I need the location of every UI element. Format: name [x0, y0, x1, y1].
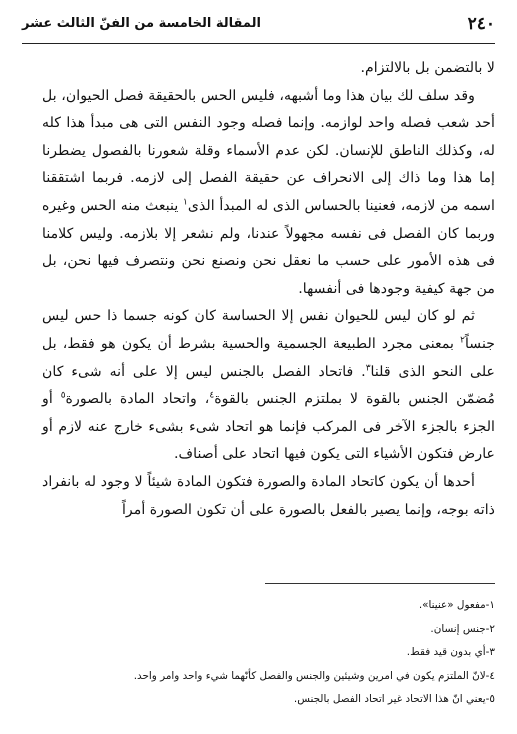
footnote-ref-1[interactable]: ١ [183, 197, 188, 208]
page-header [22, 12, 495, 40]
paragraph-3-part-d: ، واتحاد المادة بالصورة [65, 391, 210, 408]
page-number: ٢٤٠ [467, 14, 495, 34]
footnote-ref-3[interactable]: ٣ [365, 362, 371, 373]
paragraph-3-part-e: أو الجزء بالجزء الآخر فى المركب فإنما هو اتحاد شىء بشىء خارج عنه لازم أو عارض فتكون الأشياء التى يكون فيها اتحاد على أصناف. [42, 391, 495, 463]
footnote-4: ٤-لانّ الملتزم يكون في امرين وشيئين والجنس والفصل كأنّهما شيء واحد وامر واحد. [133, 669, 495, 682]
paragraph-3-part-c: . فاتحاد الفصل بالجنس ليس إلا على أنه شىء كان مُضمّن الجنس بالقوة لا بملتزم الجنس بالقوة [42, 363, 495, 408]
paragraph-2-part-a: وقد سلف لك بيان هذا وما أشبهه، فليس الحس بالحقيقة فصل الحيوان، بل أحد شعب فصله واحد لوازمه. وإنما فصله وجود النفس التى هى مبدأ هذا كله له، وكذلك الناطق للإنسان. لكن عدم الأسماء وقلة شعورنا بالفصول يضطرنا إما هذا وما ذاك إلى الانحراف عن حقيقة الفصل إلى لازمه. فربما اشتققنا اسمه من لازمه، فعنينا بالحساس الذى له المبدأ الذى [42, 87, 495, 214]
footnote-ref-2[interactable]: ٢ [460, 335, 465, 346]
running-title: المقالة الخامسة من الفنّ الثالث عشر [22, 16, 261, 31]
paragraph-4: أحدها أن يكون كاتحاد المادة والصورة فتكون المادة شيئاً لا وجود له بانفراد ذاته بوجه، وإنما يصير بالفعل بالصورة على أن تكون الصورة أمراً [42, 473, 495, 518]
footnote-ref-4[interactable]: ٤ [209, 390, 215, 401]
footnote-3: ٣-أي بدون قيد فقط. [406, 646, 495, 659]
body-text [42, 55, 495, 524]
footnote-2: ٢-جنس إنسان. [430, 622, 495, 635]
paragraph-3 [42, 303, 495, 469]
paragraph-2-part-b: ينبعث منه الحس وغيره وربما كان الفصل فى نفسه مجهولاً عندنا، ولم نشعر إلا بلازمه. وليس كلامنا فى هذه الأمور على حسب ما نعقل نحن ونصنع نحن ونتصرف فيها نحن، بل من جهة كيفية وجودها فى أنفسها. [42, 197, 495, 297]
header-rule [22, 43, 495, 44]
paragraph-3-part-b: بمعنى مجرد الطبيعة الجسمية والحسية بشرط أن يكون هو فقط، بل على النحو الذى قلنا [42, 335, 495, 380]
footnote-ref-5[interactable]: ٥ [60, 390, 66, 401]
paragraph-2 [42, 83, 495, 304]
footnote-5: ٥-يعني انّ هذا الاتحاد غير اتحاد الفصل بالجنس. [293, 693, 495, 706]
footnotes [42, 594, 495, 712]
footnote-1: ١-مفعول «عنينا». [418, 599, 495, 611]
paragraph-1: لا بالتضمن بل بالالتزام. [360, 60, 495, 76]
paragraph-3-part-a: ثم لو كان ليس للحيوان نفس إلا الحساسة كان كونه جسما ذا حس ليس جنساً [42, 308, 495, 352]
footnote-rule [265, 583, 495, 584]
